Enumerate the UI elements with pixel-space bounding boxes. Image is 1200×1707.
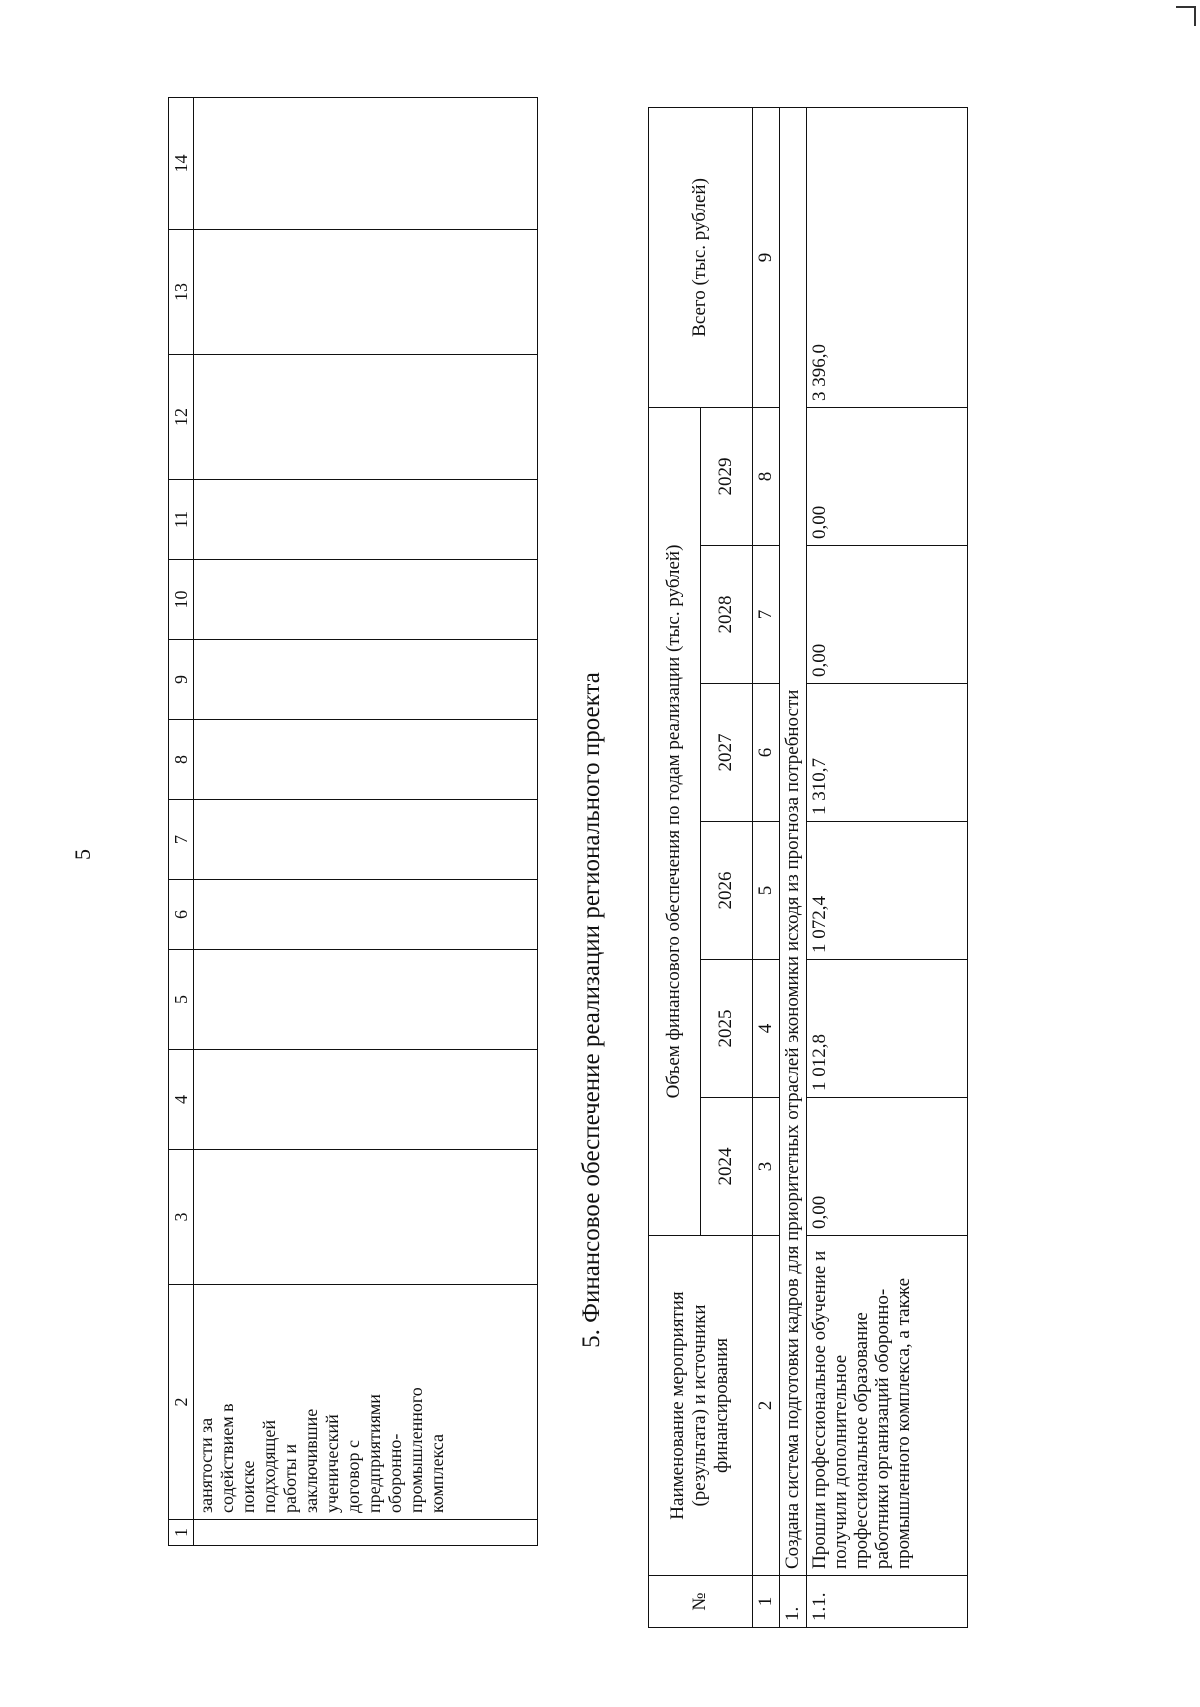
column-number: 1 (169, 1520, 194, 1546)
column-number: 11 (169, 480, 194, 560)
page-number: 5 (70, 849, 95, 860)
header-number: № (649, 1576, 753, 1628)
header-year: 2024 (700, 1098, 752, 1236)
column-number: 8 (752, 407, 779, 545)
empty-cell (194, 1150, 538, 1285)
column-number: 6 (169, 880, 194, 950)
header-year: 2025 (700, 960, 752, 1098)
section-number: 1. (779, 1576, 806, 1628)
column-number: 2 (752, 1236, 779, 1576)
continuation-table (168, 97, 538, 1546)
header-volume: Объем финансового обеспечения по годам реализации (тыс. рублей) (649, 407, 701, 1235)
section-row (779, 107, 806, 1627)
column-number: 7 (752, 546, 779, 684)
empty-cell (194, 98, 538, 230)
column-number-row (169, 98, 194, 1546)
item-number: 1.1. (806, 1576, 967, 1628)
header-year: 2029 (700, 407, 752, 545)
row-text-cell (194, 1285, 538, 1520)
text-line: работы и (280, 1443, 300, 1513)
empty-cell (194, 355, 538, 480)
text-line: занятости за (196, 1417, 216, 1513)
empty-cell (194, 230, 538, 355)
text-line: оборонно- (385, 1433, 405, 1513)
text-line: содействием в (217, 1403, 237, 1513)
financing-table-wrapper (648, 108, 968, 1628)
text-line: поиске (238, 1460, 258, 1513)
section-title: 5. Финансовое обеспечение реализации регионального проекта (578, 672, 605, 1348)
column-number: 5 (752, 822, 779, 960)
column-number: 3 (752, 1098, 779, 1236)
column-number: 3 (169, 1150, 194, 1285)
column-number: 14 (169, 98, 194, 230)
value-total: 3 396,0 (806, 107, 967, 407)
value-2025: 1 012,8 (806, 960, 967, 1098)
row-number-cell (194, 1520, 538, 1546)
header-total: Всего (тыс. рублей) (649, 107, 753, 407)
column-number: 10 (169, 560, 194, 640)
header-year: 2026 (700, 822, 752, 960)
text-line: ученический (322, 1414, 342, 1513)
table-row (806, 107, 967, 1627)
item-text (806, 1236, 967, 1576)
column-number: 6 (752, 684, 779, 822)
corner-mark (1176, 6, 1196, 26)
header-year: 2027 (700, 684, 752, 822)
empty-cell (194, 720, 538, 800)
text-line: работники организаций оборонно- (871, 1288, 893, 1569)
empty-cell (194, 800, 538, 880)
column-number: 4 (752, 960, 779, 1098)
section-text: Создана система подготовки кадров для приоритетных отраслей экономики исходя из прогноза потребности (779, 107, 806, 1575)
value-2027: 1 310,7 (806, 684, 967, 822)
header-name: Наименование мероприятия (результата) и источники финансирования (649, 1236, 753, 1576)
text-line: подходящей (259, 1420, 279, 1513)
column-number: 9 (752, 107, 779, 407)
column-number: 12 (169, 355, 194, 480)
header-year: 2028 (700, 546, 752, 684)
column-number: 9 (169, 640, 194, 720)
column-number: 13 (169, 230, 194, 355)
text-line: профессиональное образование (850, 1312, 872, 1569)
column-number: 5 (169, 950, 194, 1050)
value-2024: 0,00 (806, 1098, 967, 1236)
column-number: 4 (169, 1050, 194, 1150)
header-row (649, 107, 701, 1627)
text-line: договор с (343, 1440, 363, 1513)
text-line: комплекса (427, 1434, 447, 1513)
column-number: 2 (169, 1285, 194, 1520)
text-line: промышленного комплекса, а также (892, 1277, 914, 1569)
empty-cell (194, 480, 538, 560)
text-line: Прошли профессиональное обучение и (808, 1250, 830, 1569)
empty-cell (194, 1050, 538, 1150)
table-row (194, 98, 538, 1546)
text-line: заключившие (301, 1408, 321, 1513)
section-title-wrapper (578, 460, 618, 1560)
text-line: промышленного (406, 1387, 426, 1513)
text-line: получили дополнительное (829, 1354, 851, 1569)
value-2026: 1 072,4 (806, 822, 967, 960)
continuation-table-wrapper (168, 98, 538, 1546)
empty-cell (194, 880, 538, 950)
value-2029: 0,00 (806, 407, 967, 545)
empty-cell (194, 560, 538, 640)
value-2028: 0,00 (806, 546, 967, 684)
column-number: 7 (169, 800, 194, 880)
financing-table (648, 107, 968, 1628)
empty-cell (194, 950, 538, 1050)
empty-cell (194, 640, 538, 720)
column-number-row (752, 107, 779, 1627)
column-number: 1 (752, 1576, 779, 1628)
column-number: 8 (169, 720, 194, 800)
text-line: предприятиями (364, 1394, 384, 1513)
